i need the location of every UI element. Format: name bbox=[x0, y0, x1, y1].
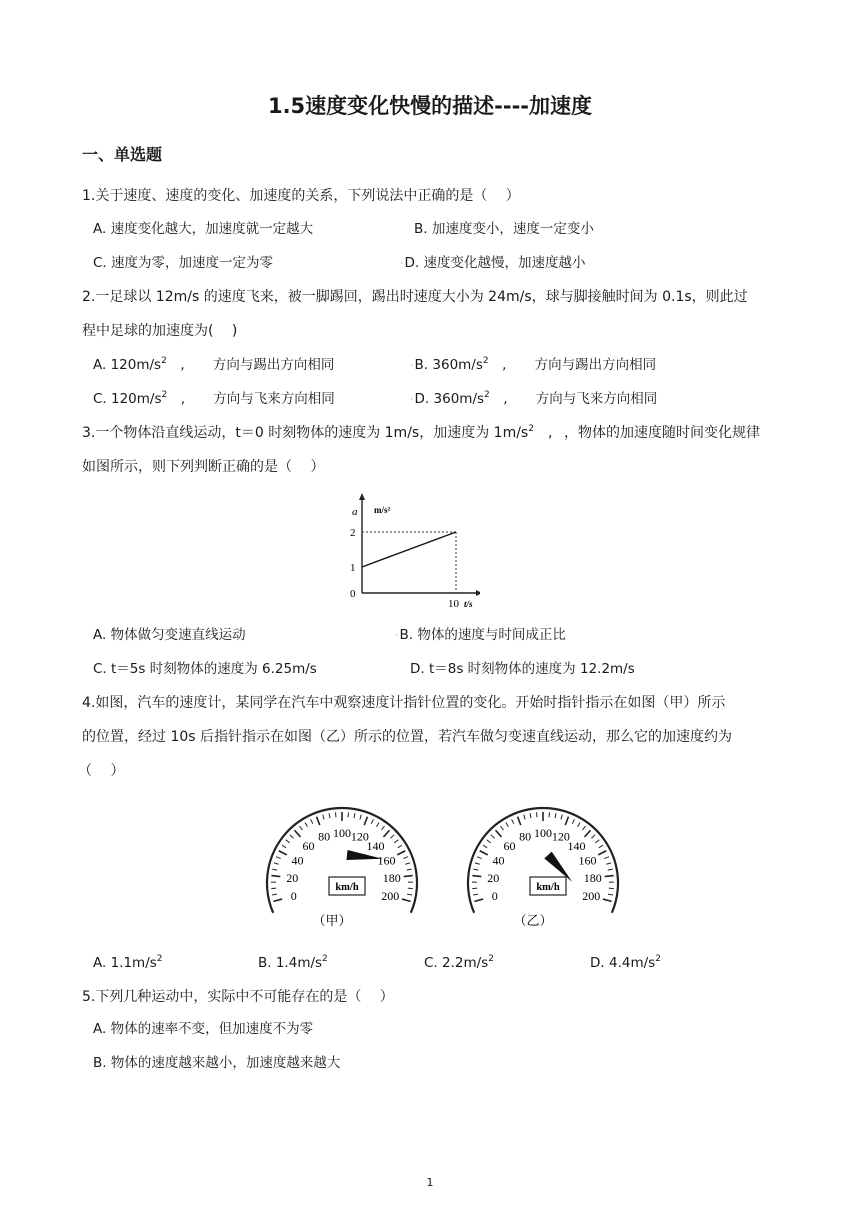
gauge-tick bbox=[300, 826, 303, 830]
gauge-tick bbox=[311, 819, 313, 823]
graph-tick-2: 2 bbox=[350, 527, 356, 539]
graph-tick-0: 0 bbox=[350, 588, 356, 600]
question-2-stem-line1: 2.一足球以 12m/s 的速度飞来，被一脚踢回，踢出时速度大小为 24m/s，球与脚接触时间为 0.1s，则此过 bbox=[82, 289, 748, 305]
speedometer-jia bbox=[267, 808, 417, 913]
section-heading: 一、单选题 bbox=[82, 145, 163, 164]
gauge-tick bbox=[397, 851, 405, 855]
gauge-tick bbox=[271, 876, 280, 877]
gauge-tick bbox=[605, 876, 614, 877]
page-number: 1 bbox=[426, 1176, 434, 1189]
gauge-label: 40 bbox=[291, 853, 304, 868]
question-3-stem-line1: 3.一个物体沿直线运动，t＝0 时刻物体的速度为 1m/s，加速度为 $1m/s^2$ , ，物体的加速度随时间变化规律 bbox=[82, 424, 760, 441]
q5-option-a[interactable]: A. 物体的速率不变，但加速度不为零 bbox=[93, 1021, 314, 1037]
gauge-tick bbox=[512, 819, 514, 823]
gauge-tick bbox=[329, 813, 330, 818]
q2-option-d[interactable]: ◦D. $360m/s^2$ , 方向与飞来方向相同 bbox=[410, 390, 658, 407]
gauge-tick bbox=[561, 815, 562, 820]
gauge-label: 180 bbox=[583, 870, 602, 885]
gauge-tick bbox=[282, 845, 286, 848]
gauge-label: 0 bbox=[290, 888, 297, 903]
q1-option-d[interactable]: ◦D. 速度变化越慢，加速度越小 bbox=[400, 255, 586, 271]
gauge-tick bbox=[475, 863, 480, 864]
question-4-stem-line1: 4.如图，汽车的速度计，某同学在汽车中观察速度计指针位置的变化。开始时指针指示在如图（甲）所示 bbox=[82, 695, 726, 711]
gauge-label: 140 bbox=[366, 838, 385, 853]
gauge-tick bbox=[274, 863, 279, 864]
gauge-tick bbox=[405, 863, 410, 864]
gauge-tick bbox=[599, 845, 603, 848]
gauge-label: 40 bbox=[492, 853, 505, 868]
graph-tick-1: 1 bbox=[350, 562, 356, 574]
gauge-tick bbox=[572, 819, 574, 823]
gauge-label: 100 bbox=[534, 826, 552, 840]
gauge-tick bbox=[290, 835, 294, 838]
page-title: 1.5速度变化快慢的描述----加速度 bbox=[267, 94, 593, 118]
question-4-stem-line3: （ ） bbox=[78, 763, 125, 779]
q1-option-a[interactable]: A. 速度变化越大，加速度就一定越大 bbox=[93, 221, 314, 237]
q4-option-d[interactable]: D. $4.4m/s^2$ bbox=[590, 954, 661, 971]
gauge-tick bbox=[591, 835, 595, 838]
graph-line bbox=[362, 532, 456, 567]
graph-y-unit: m/s² bbox=[374, 505, 391, 515]
gauge-label: 100 bbox=[333, 826, 351, 840]
gauge-tick bbox=[279, 851, 287, 855]
gauge-label: 160 bbox=[578, 853, 597, 868]
gauge-tick bbox=[360, 815, 361, 820]
question-4-stem-line2: 的位置，经过 10s 后指针指示在如图（乙）所示的位置，若汽车做匀变速直线运动，那么它的加速度约为 bbox=[82, 729, 733, 745]
gauge-tick bbox=[376, 822, 379, 826]
gauge-unit-label: km/h bbox=[536, 882, 560, 893]
gauge-label: 60 bbox=[503, 838, 516, 853]
acceleration-time-graph bbox=[340, 490, 480, 612]
gauge-tick bbox=[294, 830, 300, 837]
gauge-tick bbox=[598, 851, 606, 855]
gauge-tick bbox=[495, 830, 501, 837]
gauge-tick bbox=[323, 815, 324, 820]
gauge-tick bbox=[604, 857, 609, 859]
gauge-tick bbox=[480, 851, 488, 855]
gauge-label: 120 bbox=[551, 829, 570, 844]
gauge-tick bbox=[565, 817, 568, 825]
gauge-tick bbox=[276, 857, 281, 859]
q3-option-a[interactable]: A. 物体做匀变速直线运动 bbox=[93, 627, 246, 643]
gauge-tick bbox=[577, 822, 580, 826]
q1-option-b[interactable]: B. 加速度变小，速度一定变小 bbox=[414, 221, 594, 237]
gauge-tick bbox=[506, 822, 509, 826]
gauge-tick bbox=[286, 840, 290, 843]
gauge-tick bbox=[608, 894, 613, 895]
gauge-label: 120 bbox=[350, 829, 369, 844]
gauge-tick bbox=[472, 876, 481, 877]
gauge-tick bbox=[474, 899, 483, 901]
gauge-tick bbox=[524, 815, 525, 820]
gauge-tick bbox=[473, 894, 478, 895]
gauge-tick bbox=[383, 830, 389, 837]
q3-option-b[interactable]: ◦B. 物体的速度与时间成正比 bbox=[395, 627, 566, 643]
gauge-tick bbox=[272, 894, 277, 895]
question-1-stem: 1.关于速度、速度的变化、加速度的关系，下列说法中正确的是（ ） bbox=[82, 188, 520, 204]
gauge-tick bbox=[398, 845, 402, 848]
q2-option-a[interactable]: A. $120m/s^2$ , 方向与踢出方向相同 bbox=[93, 356, 335, 373]
q2-option-b[interactable]: ◦B. $360m/s^2$ , 方向与踢出方向相同 bbox=[410, 356, 657, 373]
gauge-label: 20 bbox=[286, 870, 299, 885]
caption-yi: （乙） bbox=[513, 913, 553, 928]
gauge-label: 200 bbox=[381, 888, 400, 903]
gauge-tick bbox=[354, 813, 355, 818]
gauge-label: 140 bbox=[567, 838, 586, 853]
gauge-label: 80 bbox=[519, 829, 532, 844]
gauge-tick bbox=[477, 857, 482, 859]
gauge-tick bbox=[364, 817, 367, 825]
gauge-tick bbox=[530, 813, 531, 818]
gauge-label: 180 bbox=[382, 870, 401, 885]
gauge-label: 0 bbox=[491, 888, 498, 903]
question-2-stem-line2: 程中足球的加速度为( ) bbox=[82, 323, 238, 339]
gauge-tick bbox=[407, 894, 412, 895]
q3-option-c[interactable]: C. t＝5s 时刻物体的速度为 6.25m/s bbox=[93, 661, 317, 677]
gauge-label: 200 bbox=[582, 888, 601, 903]
gauge-unit-label: km/h bbox=[335, 882, 359, 893]
speedometer-figure bbox=[250, 795, 620, 935]
graph-x-unit: t/s bbox=[464, 599, 473, 609]
caption-jia: （甲） bbox=[312, 913, 352, 928]
gauge-tick bbox=[404, 876, 413, 877]
question-3-stem-line2: 如图所示，则下列判断正确的是（ ） bbox=[82, 459, 325, 475]
gauge-tick bbox=[608, 869, 613, 870]
graph-tick-10: 10 bbox=[448, 598, 459, 610]
q4-option-b[interactable]: B. $1.4m/s^2$ bbox=[258, 954, 328, 971]
gauge-tick bbox=[582, 826, 585, 830]
gauge-tick bbox=[403, 857, 408, 859]
graph-y-label: a bbox=[352, 506, 358, 518]
gauge-tick bbox=[603, 899, 612, 901]
gauge-tick bbox=[595, 840, 599, 843]
q3-option-d[interactable]: D. t＝8s 时刻物体的速度为 12.2m/s bbox=[410, 661, 635, 677]
q2-option-c[interactable]: C. $120m/s^2$ , 方向与飞来方向相同 bbox=[93, 390, 335, 407]
q1-option-c[interactable]: C. 速度为零，加速度一定为零 bbox=[93, 255, 274, 271]
gauge-tick bbox=[584, 830, 590, 837]
gauge-label: 60 bbox=[302, 838, 315, 853]
gauge-label: 20 bbox=[487, 870, 500, 885]
gauge-tick bbox=[501, 826, 504, 830]
gauge-tick bbox=[491, 835, 495, 838]
gauge-tick bbox=[371, 819, 373, 823]
gauge-tick bbox=[390, 835, 394, 838]
gauge-tick bbox=[273, 899, 282, 901]
speedometer-yi bbox=[468, 808, 618, 913]
gauge-tick bbox=[272, 869, 277, 870]
gauge-tick bbox=[473, 869, 478, 870]
gauge-tick bbox=[555, 813, 556, 818]
gauge-tick bbox=[483, 845, 487, 848]
question-5-stem: 5.下列几种运动中，实际中不可能存在的是（ ） bbox=[82, 989, 394, 1005]
q4-option-c[interactable]: C. $2.2m/s^2$ bbox=[424, 954, 494, 971]
gauge-tick bbox=[487, 840, 491, 843]
gauge-tick bbox=[394, 840, 398, 843]
gauge-tick bbox=[407, 869, 412, 870]
gauge-tick bbox=[317, 817, 320, 825]
q5-option-b[interactable]: B. 物体的速度越来越小，加速度越来越大 bbox=[93, 1055, 341, 1071]
gauge-tick bbox=[305, 822, 308, 826]
gauge-tick bbox=[518, 817, 521, 825]
gauge-tick bbox=[606, 863, 611, 864]
gauge-tick bbox=[381, 826, 384, 830]
q4-option-a[interactable]: A. $1.1m/s^2$ bbox=[93, 954, 163, 971]
gauge-label: 80 bbox=[318, 829, 331, 844]
gauge-label: 160 bbox=[377, 853, 396, 868]
gauge-tick bbox=[402, 899, 411, 901]
